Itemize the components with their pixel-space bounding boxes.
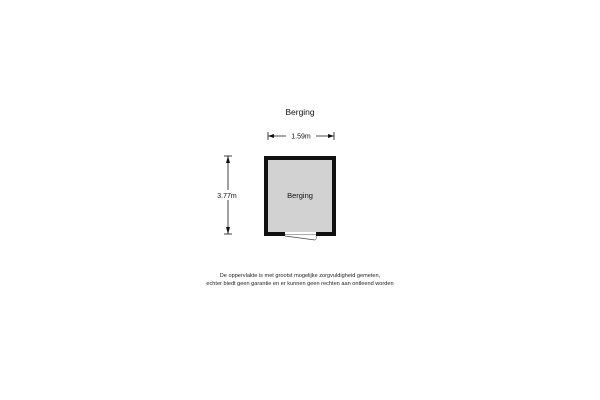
door (285, 232, 316, 240)
room-label: Berging (287, 191, 313, 200)
room-berging (264, 156, 336, 236)
height-label: 3.77m (217, 193, 237, 200)
width-dimension (268, 131, 334, 141)
height-arrow-top (226, 156, 230, 163)
height-arrow-bottom (226, 227, 230, 234)
width-arrow-left (268, 134, 274, 138)
disclaimer (0, 272, 600, 288)
height-dimension (212, 156, 242, 234)
disclaimer-line-1: De oppervlakte is met grootst mogelijke zorgvuldigheid gemeten, (219, 273, 381, 279)
floor-title: Berging (285, 107, 315, 117)
door-leaf (285, 236, 315, 240)
door-swing-arc (315, 236, 316, 240)
width-label: 1.59m (291, 133, 311, 141)
width-arrow-right (328, 134, 334, 138)
disclaimer-line-2: echter biedt geen garantie en er kunnen geen rechten aan ontleend worden (206, 281, 394, 287)
